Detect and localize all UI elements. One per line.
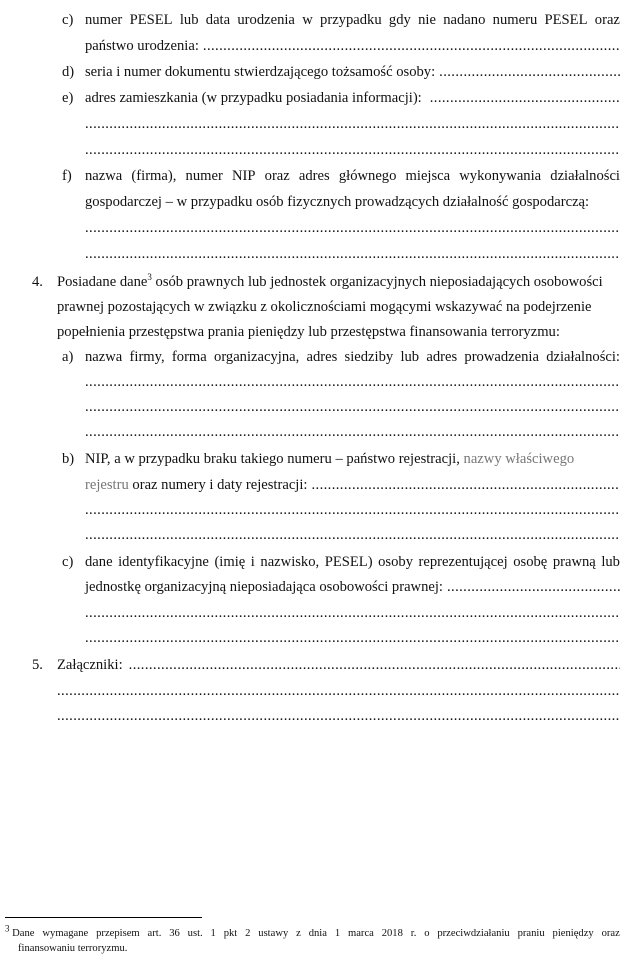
word: nazwisko, [260,554,320,570]
fill-line[interactable] [439,63,620,81]
word: 1 [210,928,216,939]
item-3d-line [85,63,620,81]
item-4b-label: b) [62,451,75,467]
word: przypadku [320,12,382,28]
item-4b-line2 [85,476,620,494]
fill-line[interactable] [85,604,620,622]
item-4c-line2 [85,578,620,596]
fill-line[interactable] [85,219,620,237]
item-4-line2: prawnej pozostających w związku z okolicznościami mogącymi wskazywać na podejrzenie [57,299,592,315]
word: NIP [231,168,256,184]
word: adres [426,349,458,365]
item-3c-label: c) [62,12,74,28]
item-4-line1 [57,273,603,291]
item-5-number: 5. [32,657,43,673]
item-4-text: osób prawnych lub jednostek organizacyjnych nieposiadających osobowości [155,274,603,290]
word: 2018 [381,928,403,939]
fill-line[interactable] [311,476,620,494]
word: dane [85,554,113,570]
word: z [296,928,301,939]
fill-line[interactable] [85,373,620,391]
item-4-line3: popełnienia przestępstwa prania pieniędzy lub przestępstwa finansowania terroryzmu: [57,324,560,340]
item-3e-text: adres zamieszkania (w przypadku posiadania informacji): [85,90,422,106]
item-4b-text: oraz numery i daty rejestracji: [132,477,308,493]
word: numer [185,168,223,184]
footnote-line1 [5,923,620,941]
item-4-number: 4. [32,274,43,290]
word: urodzenia [237,12,295,28]
footnote-separator [5,917,202,918]
item-4a-label: a) [62,349,74,365]
word: oraz [264,168,290,184]
word: PESEL [544,12,588,28]
word: pkt [223,928,238,939]
word: adres [298,168,330,184]
word: pieniędzy [552,928,594,939]
item-4b-text: NIP, a w przypadku braku takiego numeru – państwo rejestracji, [85,451,460,467]
item-5-line [57,656,620,674]
fill-line[interactable] [85,501,620,519]
word: lub [601,554,620,570]
item-3d-text: seria i numer dokumentu stwierdzającego tożsamość osoby: [85,64,436,80]
word: ust. [187,928,203,939]
word: wymagane [42,928,89,939]
word: nazwa [85,168,123,184]
item-3c-line2 [85,37,620,55]
word: siedziby [344,349,394,365]
item-3e-label: e) [62,90,74,106]
word [5,923,35,941]
word: przepisem [96,928,140,939]
word: oraz [601,928,620,939]
word: (firma), [131,168,177,184]
item-4b-gray-text: rejestru [85,477,129,493]
word: gdy [388,12,411,28]
word: PESEL) [324,554,373,570]
word: firmy, [129,349,165,365]
word: (imię [214,554,246,570]
fill-line[interactable] [85,245,620,263]
item-3f-line2: gospodarczej – w przypadku osób fizycznych prowadzących działalność gospodarczą: [85,194,590,210]
fill-line[interactable] [129,656,620,674]
word: data [205,12,231,28]
word: numer [85,12,123,28]
word: dnia [308,928,327,939]
fill-line[interactable] [85,115,620,133]
fill-line[interactable] [447,578,620,596]
item-4c-label: c) [62,554,74,570]
word: w [302,12,313,28]
fill-line[interactable] [85,423,620,441]
item-4a-line1 [85,348,620,366]
word: ustawy [258,928,289,939]
word: osoby [378,554,413,570]
fill-line[interactable] [57,682,620,700]
word: adres [306,349,338,365]
word: r. [410,928,417,939]
word: lub [400,349,420,365]
word: i [250,554,255,570]
fill-line[interactable] [430,89,620,107]
fill-line[interactable] [85,526,620,544]
word: numeru [492,12,538,28]
fill-line[interactable] [57,707,620,725]
word: działalności [550,168,620,184]
item-4c-text: jednostkę organizacyjną nieposiadająca osobowości prawnej: [85,579,443,595]
word: 2 [245,928,251,939]
word: Dane [12,928,35,939]
footnote-ref: 3 [147,272,152,283]
word: lub [179,12,199,28]
item-3f-line1 [85,167,620,185]
item-4c-line1 [85,553,620,571]
word: organizacyjna, [214,349,300,365]
word: 1 [334,928,341,939]
word: art. [147,928,162,939]
footnote-mark: 3 [5,923,10,934]
word: prowadzenia [464,349,539,365]
word: marca [347,928,374,939]
word: osobę [513,554,548,570]
item-3f-label: f) [62,168,72,184]
word: miejsca [405,168,451,184]
word: praniu [517,928,545,939]
word: PESEL [129,12,173,28]
word: nazwa [85,349,123,365]
item-4b-line1 [85,450,574,468]
footnote-line2: finansowaniu terroryzmu. [18,943,128,954]
fill-line[interactable] [203,37,620,55]
word: głównego [338,168,397,184]
word: działalności: [546,349,620,365]
word: nie [418,12,436,28]
item-3d-label: d) [62,64,75,80]
fill-line[interactable] [85,629,620,647]
word: 36 [169,928,180,939]
word: identyfikacyjne [118,554,209,570]
item-5-text: Załączniki: [57,657,123,673]
fill-line[interactable] [85,398,620,416]
item-3c-text: państwo urodzenia: [85,38,199,54]
word: nadano [443,12,486,28]
word: o [424,928,430,939]
word: oraz [594,12,620,28]
item-4b-gray-text: nazwy właściwego [463,451,575,467]
word: forma [171,349,207,365]
word: prawną [552,554,596,570]
item-4-text: Posiadane dane [57,274,148,290]
word: przeciwdziałaniu [437,928,510,939]
item-3e-line [85,89,620,107]
word: wykonywania [459,168,542,184]
word: reprezentującej [418,554,508,570]
item-3c-line1 [85,11,620,29]
fill-line[interactable] [85,141,620,159]
